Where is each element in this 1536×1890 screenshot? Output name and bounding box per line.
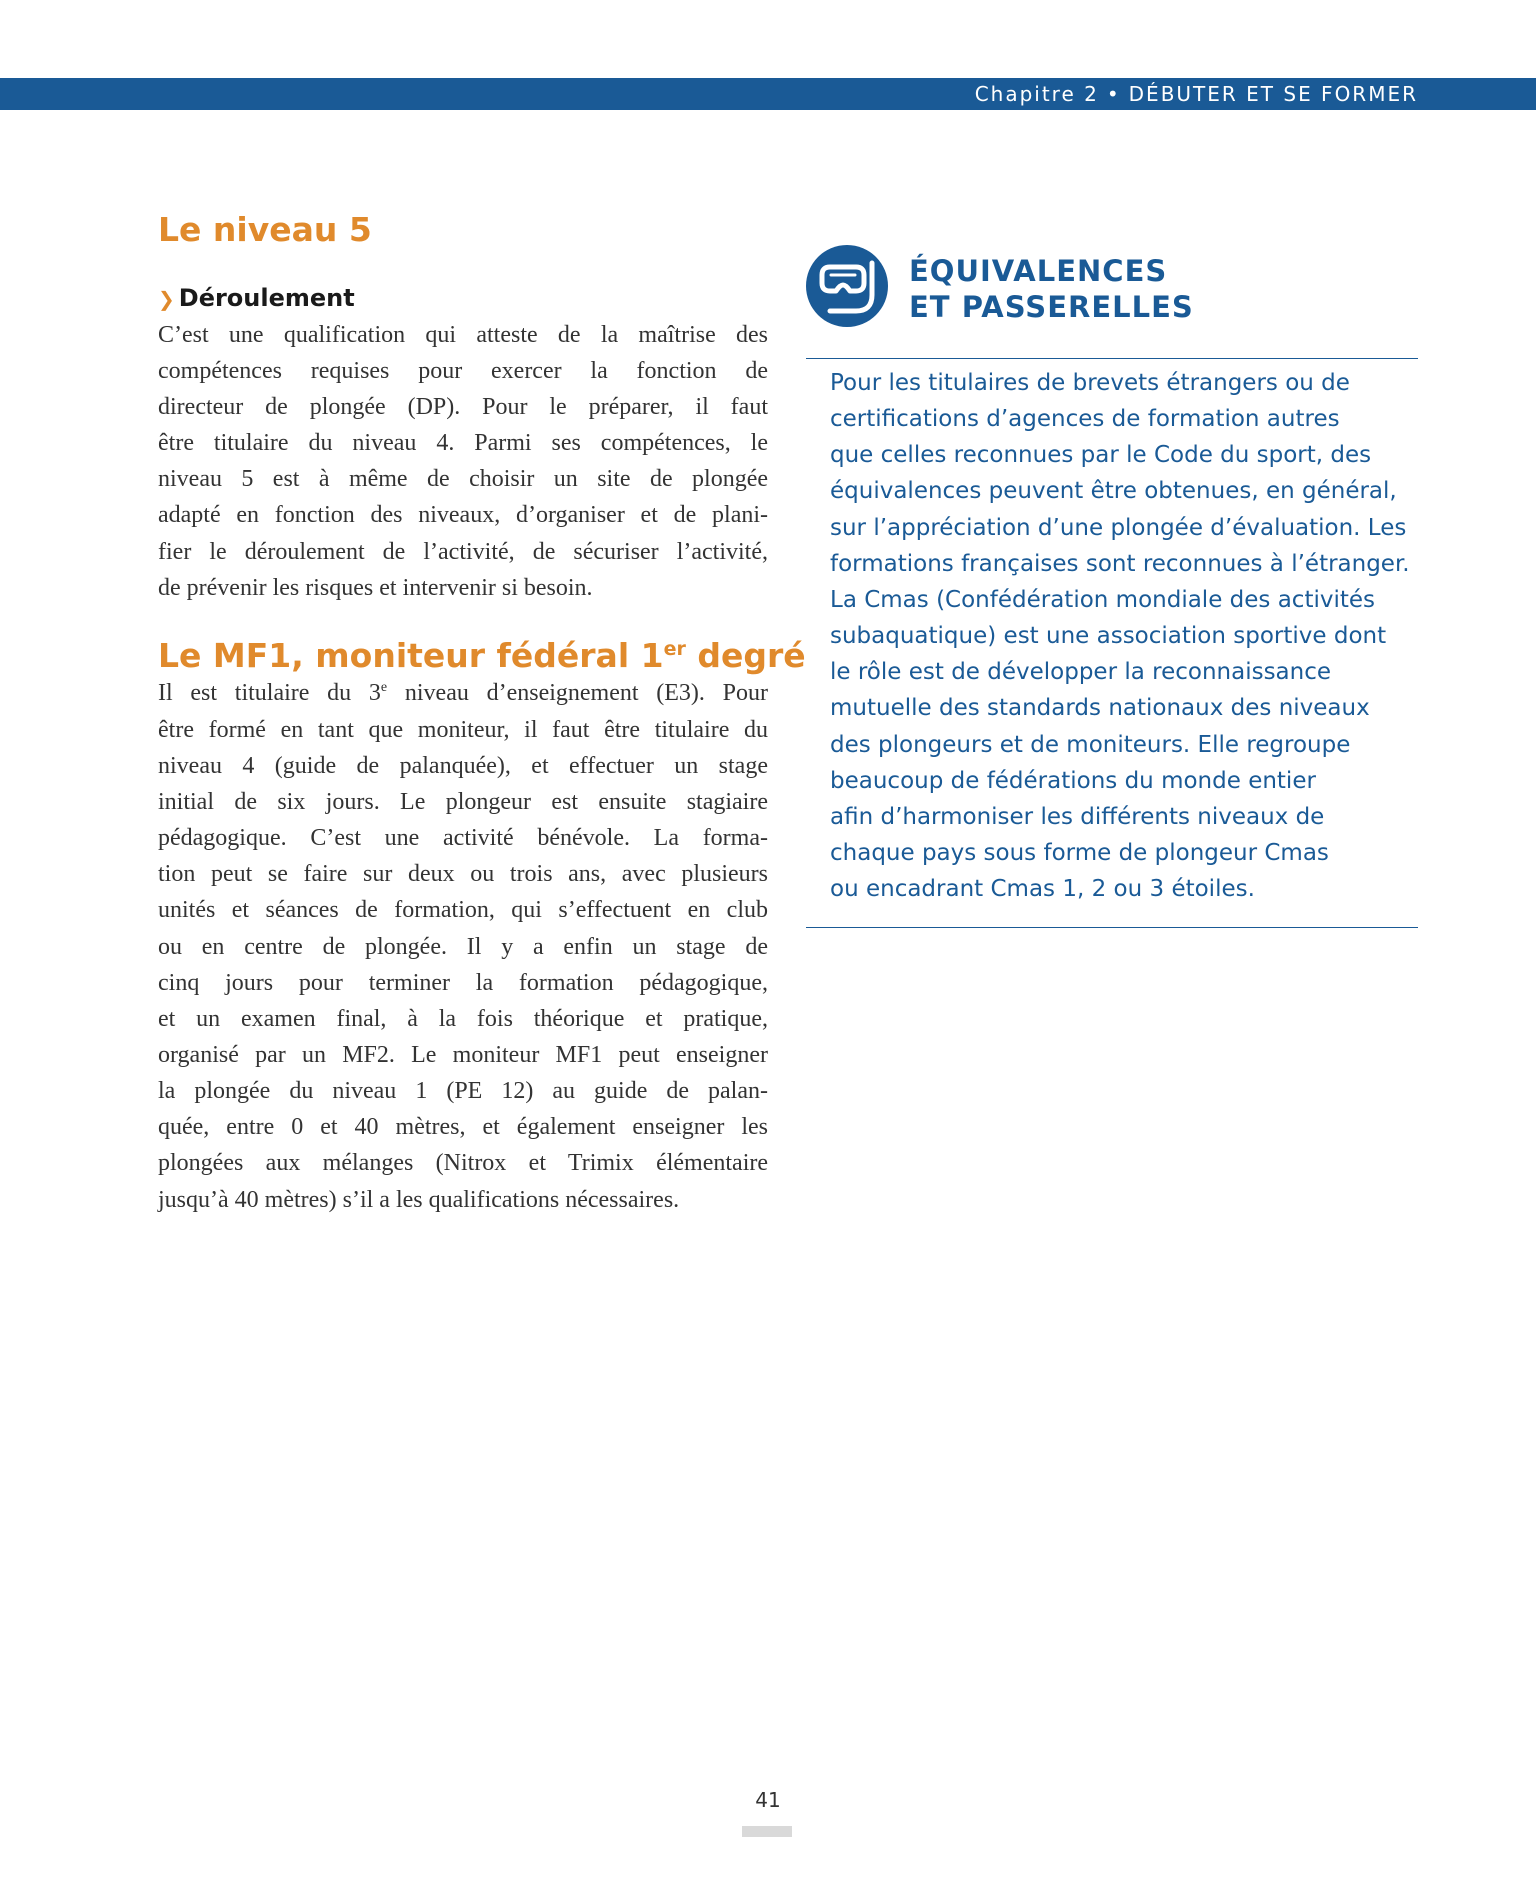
text-line: tion peut se faire sur deux ou trois ans, avec plusieurs (158, 861, 768, 888)
box-title (909, 253, 1194, 325)
text-line: chaque pays sous forme de plongeur Cmas (830, 840, 1329, 867)
text-line: niveau 4 (guide de palanquée), et effectuer un stage (158, 752, 768, 779)
text-line: la plongée du niveau 1 (PE 12) au guide de palan- (158, 1078, 768, 1105)
paragraph-niveau5 (158, 317, 768, 606)
text-line (158, 675, 768, 711)
text-line: de prévenir les risques et intervenir si besoin. (158, 574, 593, 601)
ordinal-sup: e (380, 680, 388, 696)
text-line: unités et séances de formation, qui s’effectuent en club (158, 897, 768, 924)
box-top-rule (806, 358, 1418, 359)
text-line: cinq jours pour terminer la formation pédagogique, (158, 969, 768, 996)
diving-mask-snorkel-icon (806, 245, 888, 327)
chapter-label: Chapitre 2 (974, 82, 1099, 106)
text-line: adapté en fonction des niveaux, d’organiser et de plani- (158, 502, 768, 529)
text-line: certifications d’agences de formation autres (830, 406, 1340, 433)
text-line: et un examen final, à la fois théorique et pratique, (158, 1005, 768, 1032)
text-line: beaucoup de fédérations du monde entier (830, 767, 1316, 794)
page-tab-marker (742, 1826, 792, 1837)
subheading-label: Déroulement (178, 283, 355, 312)
box-title-line: ET PASSERELLES (909, 290, 1194, 324)
page-number: 41 (755, 1788, 781, 1812)
paragraph-mf1 (158, 675, 768, 1217)
text-line: mutuelle des standards nationaux des niveaux (830, 695, 1370, 722)
text-line: compétences requises pour exercer la fonction de (158, 357, 768, 384)
text-line: C’est une qualification qui atteste de la maîtrise des (158, 321, 768, 348)
text-line: quée, entre 0 et 40 mètres, et également enseigner les (158, 1114, 768, 1141)
text-line: directeur de plongée (DP). Pour le préparer, il faut (158, 393, 768, 420)
text-line: niveau 5 est à même de choisir un site de plongée (158, 466, 768, 493)
text-segment: niveau d’enseignement (E3). Pour (387, 680, 768, 707)
heading-mf1-main: Le MF1, moniteur fédéral 1 (158, 635, 664, 675)
chapter-header-text (975, 78, 1418, 110)
text-line: pédagogique. C’est une activité bénévole. La forma- (158, 825, 768, 852)
text-line: subaquatique) est une association sportive dont (830, 623, 1387, 650)
chapter-header-bar (0, 78, 1536, 110)
text-line: que celles reconnues par le Code du sport, des (830, 442, 1372, 469)
text-line: le rôle est de développer la reconnaissance (830, 659, 1332, 686)
box-bottom-rule (806, 927, 1418, 928)
text-segment: Il est titulaire du 3 (158, 680, 381, 707)
heading-mf1-end: degré (685, 635, 806, 675)
text-line: ou en centre de plongée. Il y a enfin un stage de (158, 933, 768, 960)
section-label: DÉBUTER ET SE FORMER (1128, 82, 1418, 106)
text-line: être formé en tant que moniteur, il faut être titulaire du (158, 716, 768, 743)
text-line: plongées aux mélanges (Nitrox et Trimix élémentaire (158, 1150, 768, 1177)
text-line: ou encadrant Cmas 1, 2 ou 3 étoiles. (830, 876, 1255, 903)
text-line: La Cmas (Confédération mondiale des activités (830, 586, 1376, 613)
text-line: formations françaises sont reconnues à l’étranger. (830, 550, 1410, 577)
heading-niveau5: Le niveau 5 (158, 210, 372, 249)
box-title-line: ÉQUIVALENCES (909, 254, 1168, 288)
text-line: fier le déroulement de l’activité, de sécuriser l’activité, (158, 538, 768, 565)
text-line: sur l’appréciation d’une plongée d’évaluation. Les (830, 514, 1407, 541)
heading-mf1-sup: er (663, 637, 686, 660)
heading-mf1 (158, 635, 806, 676)
left-column (158, 210, 806, 1218)
text-line: jusqu’à 40 mètres) s’il a les qualifications nécessaires. (158, 1186, 680, 1213)
box-paragraph (830, 365, 1410, 907)
text-line: être titulaire du niveau 4. Parmi ses compétences, le (158, 430, 768, 457)
text-line: organisé par un MF2. Le moniteur MF1 peut enseigner (158, 1042, 768, 1068)
text-line: initial de six jours. Le plongeur est ensuite stagiaire (158, 788, 768, 815)
text-line: Pour les titulaires de brevets étrangers ou de (830, 370, 1350, 396)
header-separator: • (1106, 82, 1121, 106)
text-line: équivalences peuvent être obtenues, en général, (830, 478, 1397, 505)
chevron-right-icon: ❯ (158, 286, 175, 311)
subheading-deroulement (158, 280, 768, 317)
text-line: des plongeurs et de moniteurs. Elle regroupe (830, 731, 1351, 758)
text-line: afin d’harmoniser les différents niveaux de (830, 803, 1325, 830)
